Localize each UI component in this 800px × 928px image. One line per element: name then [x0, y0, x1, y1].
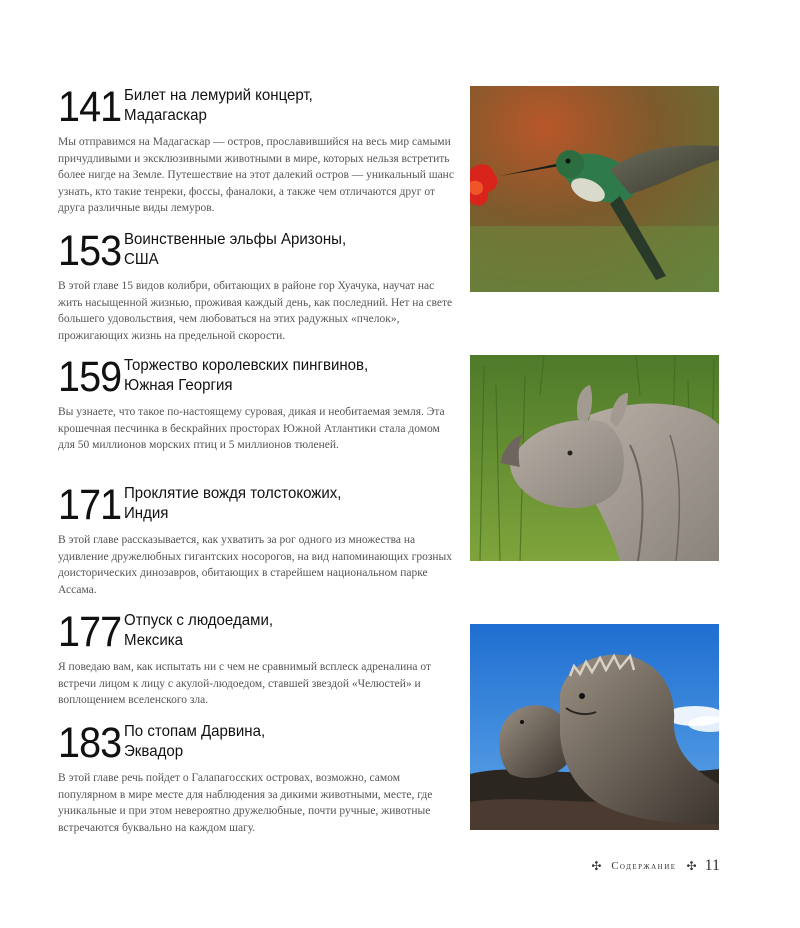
chapter-entry-141	[58, 83, 458, 217]
chapter-number: 141	[58, 83, 122, 131]
ornament-icon: ✣	[686, 859, 697, 873]
page-number: 11	[704, 857, 720, 874]
chapter-entry-159	[58, 353, 458, 454]
chapter-description: Мы отправимся на Мадагаскар — остров, прославившийся на весь мир самыми причудливыми и эксклюзивными животными в мире, которых нельзя встретить более нигде на Земле. Путешествие на этот далекий остров — уникальный шанс узнать, кто такие тенреки, фоссы, фаналоки, а также чем отличаются друг от друга различные виды лемуров.	[58, 136, 454, 214]
chapter-title[interactable]	[124, 611, 273, 651]
chapter-title-line2: Мадагаскар	[123, 107, 207, 124]
chapter-title-line1: Проклятие вождя толстокожих,	[123, 485, 342, 502]
rhino-photo	[470, 355, 719, 561]
chapter-entry-171	[58, 481, 458, 598]
chapter-title-line2: Мексика	[123, 632, 183, 649]
chapter-title-line1: Воинственные эльфы Аризоны,	[123, 231, 346, 248]
chapter-number: 159	[58, 353, 122, 401]
chapter-description: В этой главе 15 видов колибри, обитающих в районе гор Хуачука, научат нас жить насыщенной жизнью, проживая каждый день, как последний. Нет на свете большего удовольствия, чем любоваться на этих радужных «пчелок», прожигающих жизнь на предельной скорости.	[58, 280, 453, 342]
chapter-title-line2: Эквадор	[123, 743, 183, 760]
chapter-description: В этой главе рассказывается, как ухватить за рог одного из множества на удивление дружелюбных гигантских носорогов, на вид напоминающих грозных доисторических динозавров, обитающих в старейшем национальном парке Ассама.	[58, 534, 453, 596]
chapter-entry-153	[58, 227, 458, 344]
chapter-title-line1: По стопам Дарвина,	[123, 723, 265, 740]
section-label: Содержание	[611, 860, 677, 872]
chapter-number: 171	[58, 481, 122, 529]
chapter-title[interactable]	[124, 484, 341, 524]
chapter-title[interactable]	[124, 722, 265, 762]
chapter-number: 153	[58, 227, 122, 275]
chapter-description: В этой главе речь пойдет о Галапагосских островах, возможно, самом популярном в мире месте для наблюдения за дикими животными, месте, где уникальные и при этом невероятно дружелюбные, почти ручные, животные встречаются буквально на каждом шагу.	[58, 772, 433, 834]
chapter-title[interactable]	[124, 230, 346, 270]
chapter-entry-183	[58, 719, 458, 836]
chapter-entry-177	[58, 608, 458, 709]
chapter-title[interactable]	[124, 356, 368, 396]
chapter-number: 183	[58, 719, 122, 767]
iguana-photo	[470, 624, 719, 830]
page-footer	[591, 857, 720, 875]
chapter-title-line1: Торжество королевских пингвинов,	[123, 357, 368, 374]
ornament-icon: ✣	[591, 859, 602, 873]
chapter-description: Я поведаю вам, как испытать ни с чем не сравнимый всплеск адреналина от встречи лицом к лицу с акулой-людоедом, ставшей звездой «Челюстей» и воплощением вселенского зла.	[58, 661, 432, 706]
hummingbird-photo	[470, 86, 719, 292]
chapter-title-line2: США	[123, 251, 159, 268]
chapter-title[interactable]	[124, 86, 313, 126]
chapter-title-line2: Южная Георгия	[123, 377, 233, 394]
chapter-description: Вы узнаете, что такое по-настоящему суровая, дикая и необитаемая земля. Эта крошечная песчинка в бескрайних просторах Южной Атлантики стала домом для 50 миллионов морских птиц и 5 миллионов тюленей.	[58, 406, 445, 451]
chapter-title-line2: Индия	[123, 505, 169, 522]
chapter-title-line1: Билет на лемурий концерт,	[123, 87, 313, 104]
chapter-title-line1: Отпуск с людоедами,	[123, 612, 273, 629]
chapter-number: 177	[58, 608, 122, 656]
